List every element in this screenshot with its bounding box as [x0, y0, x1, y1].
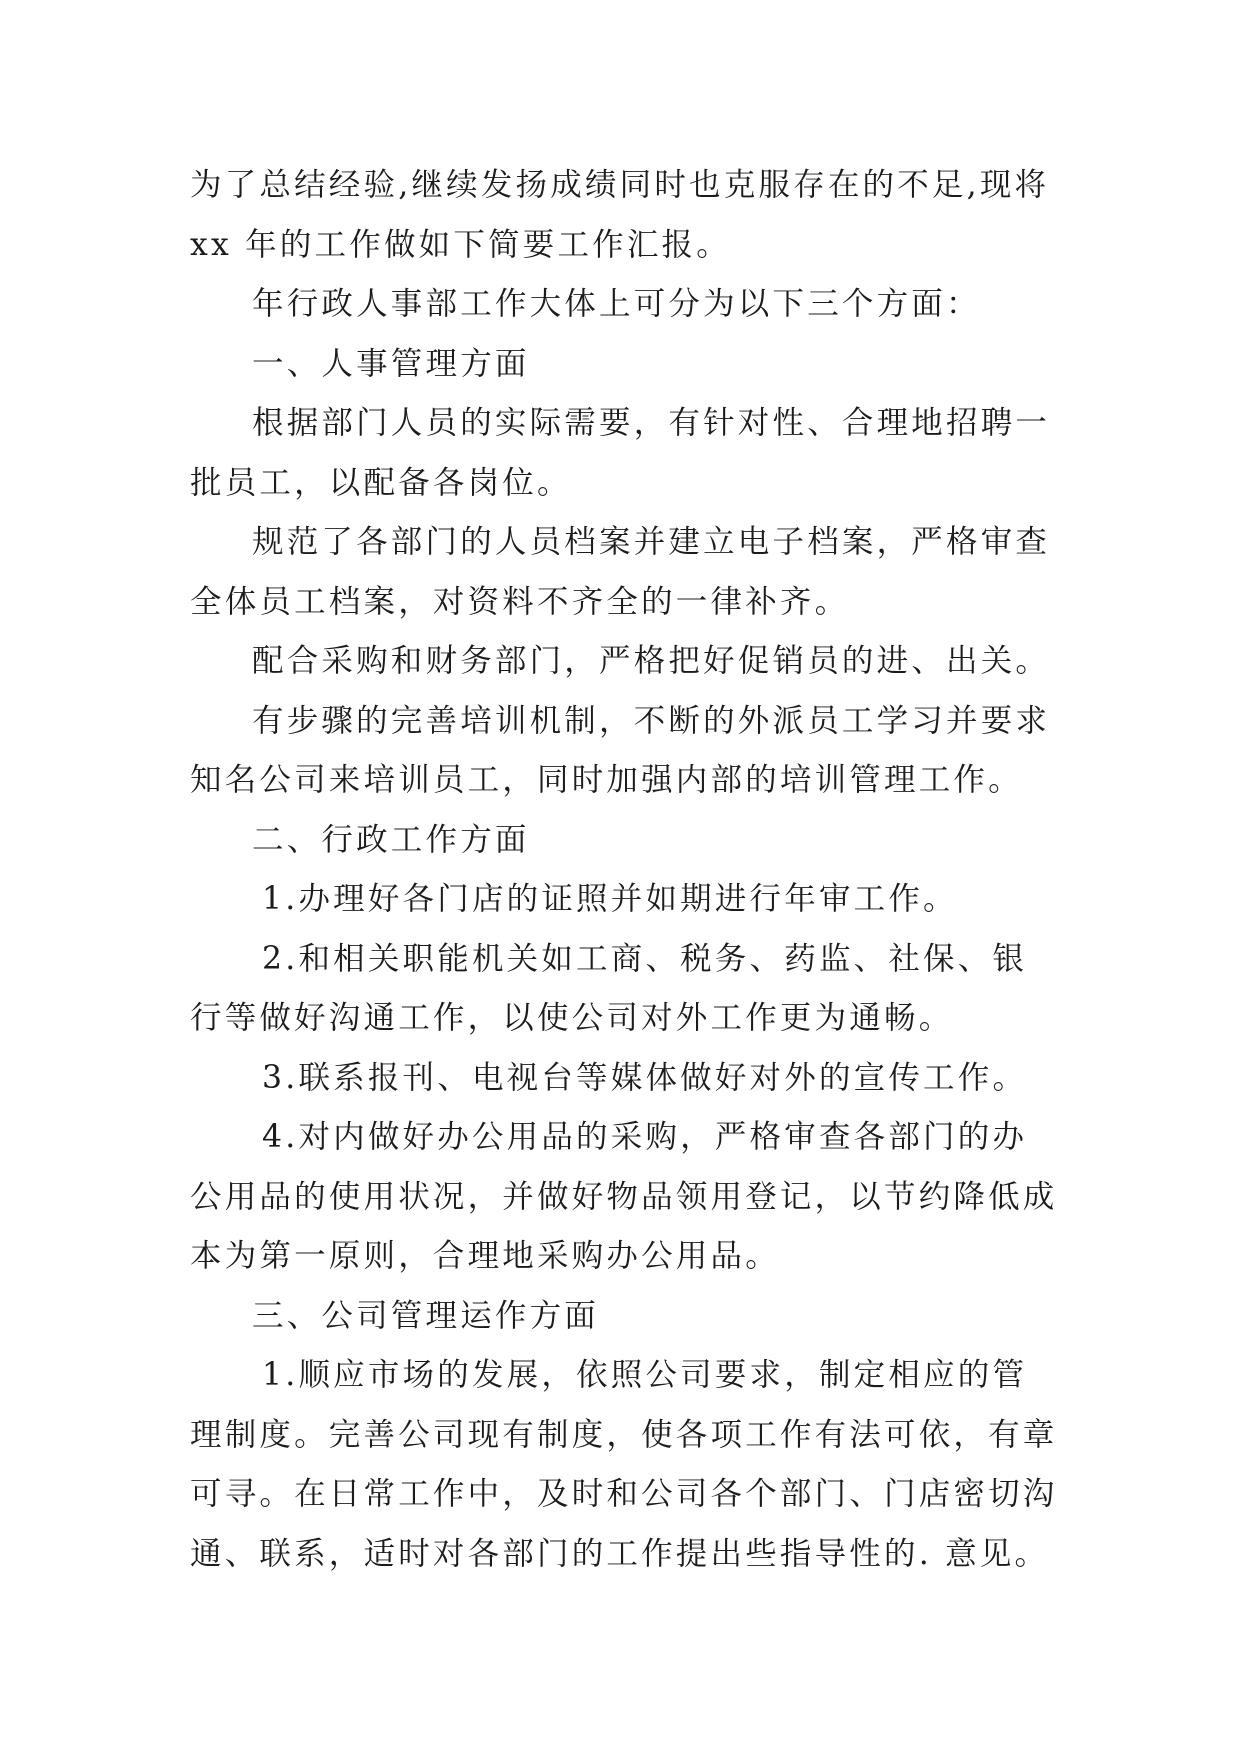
section-heading-management: 三、公司管理运作方面: [252, 1297, 600, 1334]
personnel-paragraph-recruit: 根据部门人员的实际需要，有针对性、合理地招聘一批员工，以配备各岗位。: [190, 405, 1051, 501]
admin-item-4: 4.对内做好办公用品的采购，严格审查各部门的办公用品的使用状况，并做好物品领用登记，以节约降低成本为第一原则，合理地采购办公用品。: [190, 1119, 1058, 1274]
overview-paragraph: 年行政人事部工作大体上可分为以下三个方面：: [252, 286, 981, 322]
personnel-paragraph-training: 有步骤的完善培训机制，不断的外派员工学习并要求知名公司来培训员工，同时加强内部的培训管理工作。: [190, 702, 1051, 798]
personnel-paragraph-archives: 规范了各部门的人员档案并建立电子档案，严格审查全体员工档案，对资料不齐全的一律补齐。: [190, 524, 1051, 620]
personnel-paragraph-purchase: 配合采购和财务部门，严格把好促销员的进、出关。: [252, 643, 1051, 679]
admin-item-3: 3.联系报刊、电视台等媒体做好对外的宣传工作。: [262, 1059, 1028, 1096]
admin-item-1: 1.办理好各门店的证照并如期进行年审工作。: [262, 881, 958, 917]
admin-item-2: 2.和相关职能机关如工商、税务、药监、社保、银行等做好沟通工作，以使公司对外工作更为通畅。: [190, 940, 1028, 1036]
section-heading-admin: 二、行政工作方面: [252, 821, 530, 858]
intro-paragraph: 为了总结经验,继续发扬成绩同时也克服存在的不足,现将 xx 年的工作做如下简要工作汇报。: [190, 167, 1050, 263]
management-item-1: 1.顺应市场的发展，依照公司要求，制定相应的管理制度。完善公司现有制度，使各项工作有法可依，有章可寻。在日常工作中，及时和公司各个部门、门店密切沟通、联系，适时对各部门的工作提出些指导性的. 意见。: [190, 1357, 1058, 1572]
document-body: [190, 156, 1060, 1584]
section-heading-personnel: 一、人事管理方面: [252, 345, 530, 382]
